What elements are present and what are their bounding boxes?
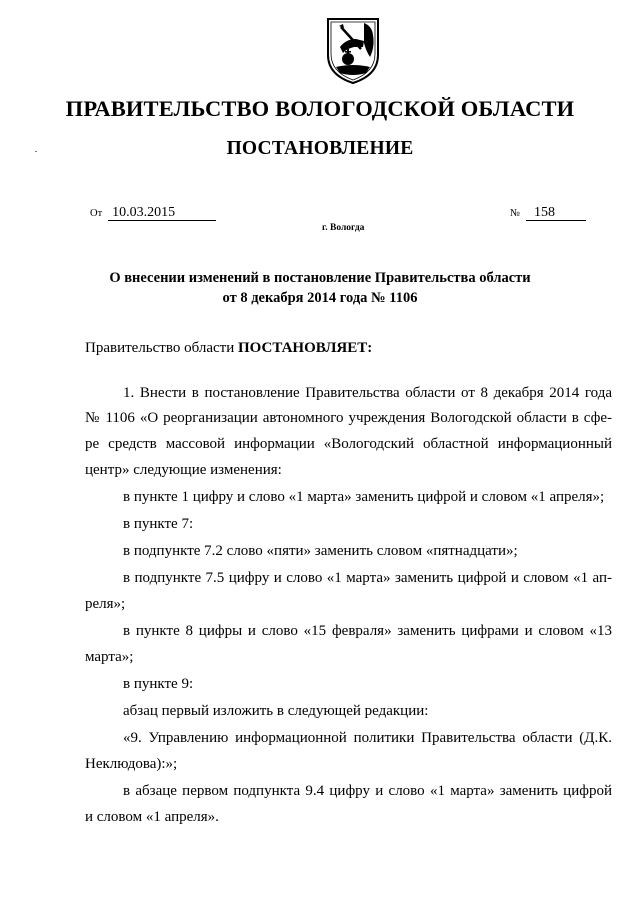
document-type: ПОСТАНОВЛЕНИЕ: [226, 138, 414, 159]
body-line: ре средств массовой информации «Вологодский областной информационный: [85, 436, 612, 452]
body-line: в пункте 1 цифру и слово «1 марта» заменить цифрой и словом «1 апреля»;: [123, 489, 605, 505]
body-line: в пункте 7:: [123, 516, 194, 532]
body-line: 1. Внести в постановление Правительства области от 8 декабря 2014 года: [123, 385, 612, 401]
subject-line: от 8 декабря 2014 года № 1106: [222, 290, 418, 306]
body-line: в пункте 9:: [123, 676, 194, 692]
body-line: № 1106 «О реорганизации автономного учреждения Вологодской области в сфе-: [85, 410, 612, 426]
number-label: №: [510, 208, 521, 219]
body-line: и словом «1 апреля».: [85, 809, 219, 825]
scan-artifact: [35, 151, 37, 152]
government-title: ПРАВИТЕЛЬСТВО ВОЛОГОДСКОЙ ОБЛАСТИ: [65, 96, 575, 121]
city-label: г. Вологда: [322, 223, 365, 233]
coat-of-arms-icon: [326, 17, 380, 85]
subject-line: О внесении изменений в постановление Правительства области: [109, 270, 531, 286]
body-line: Неклюдова):»;: [85, 756, 178, 772]
date-value: 10.03.2015: [108, 205, 216, 221]
body-line: абзац первый изложить в следующей редакции:: [123, 703, 429, 719]
document-subject: [80, 268, 560, 308]
intro-paragraph: [85, 340, 372, 357]
body-line: в пункте 8 цифры и слово «15 февраля» заменить цифрами и словом «13: [123, 623, 612, 639]
date-field: [90, 204, 216, 221]
body-line: реля»;: [85, 596, 126, 612]
intro-bold: ПОСТАНОВЛЯЕТ:: [237, 340, 373, 356]
body-line: марта»;: [85, 649, 134, 665]
body-line: в подпункте 7.5 цифру и слово «1 марта» заменить цифрой и словом «1 ап-: [123, 570, 612, 586]
intro-text: Правительство области: [85, 340, 238, 356]
number-field: [510, 204, 586, 221]
number-value: 158: [526, 205, 586, 221]
body-line: в подпункте 7.2 слово «пяти» заменить словом «пятнадцати»;: [123, 543, 518, 559]
body-line: в абзаце первом подпункта 9.4 цифру и слово «1 марта» заменить цифрой: [123, 783, 612, 799]
date-label: От: [90, 208, 103, 219]
body-line: «9. Управлению информационной политики Правительства области (Д.К.: [123, 730, 612, 746]
body-line: центр» следующие изменения:: [85, 462, 282, 478]
